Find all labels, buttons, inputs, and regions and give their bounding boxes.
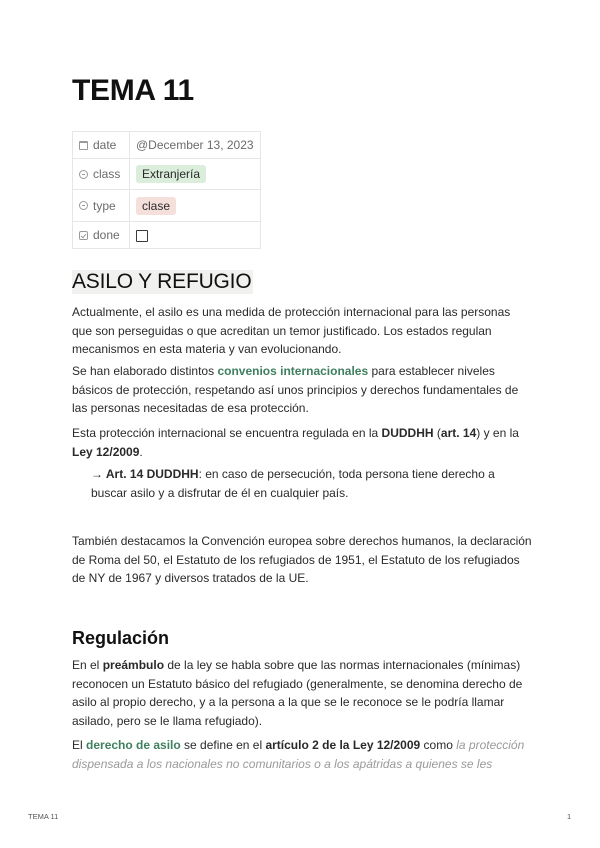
property-key: class — [93, 167, 121, 181]
highlight-text: convenios internacionales — [217, 364, 369, 378]
paragraph: Actualmente, el asilo es una medida de protección internacional para las personas que son perseguidas o que acreditan un temor justificado. Los estados regulan mecanismos en esta materia y van evolucionando. — [72, 305, 511, 356]
property-row-type — [73, 190, 261, 222]
highlight-text: derecho de asilo — [86, 738, 181, 752]
paragraph: También destacamos la Convención europea sobre derechos humanos, la declaración de Roma del 50, el Estatuto de los refugiados de 1951, el Estatuto de los refugiados de NY de 1967 y diversos tratados de la UE. — [72, 534, 532, 585]
page-number: 1 — [567, 812, 572, 821]
arrow-icon: → — [91, 467, 106, 481]
callout-paragraph: → Art. 14 DUDDHH: en caso de persecución, toda persona tiene derecho a buscar asilo y a disfrutar de él en cualquier país. — [91, 467, 495, 500]
done-checkbox[interactable] — [136, 230, 148, 242]
paragraph: Se han elaborado distintos convenios internacionales para establecer niveles básicos de protección, respetando así unos principios y derechos fundamentales de las personas necesitadas de esa protección. — [72, 364, 519, 415]
properties-table — [72, 131, 261, 249]
property-key: type — [93, 198, 116, 213]
paragraph: El derecho de asilo se define en el artículo 2 de la Ley 12/2009 como la protección dispensada a los nacionales no comunitarios o a los apátridas a quienes se les — [72, 738, 525, 771]
calendar-icon — [79, 141, 88, 150]
section-heading-regulacion: Regulación — [72, 628, 170, 648]
paragraph: Esta protección internacional se encuentra regulada en la DUDDHH (art. 14) y en la Ley 12/2009. — [72, 426, 519, 459]
type-tag[interactable]: clase — [136, 197, 176, 215]
property-row-done — [73, 222, 261, 249]
property-key: date — [93, 138, 117, 152]
select-icon — [79, 201, 88, 210]
property-key: done — [93, 228, 120, 242]
property-row-class — [73, 159, 261, 190]
section-heading-asilo: ASILO Y REFUGIO — [72, 270, 252, 293]
select-icon — [79, 170, 88, 179]
footer-title: TEMA 11 — [28, 812, 59, 821]
class-tag[interactable]: Extranjería — [136, 165, 206, 183]
paragraph: En el preámbulo de la ley se habla sobre que las normas internacionales (mínimas) reconocen un Estatuto básico del refugiado (generalmente, se denomina derecho de asilo al propio derecho, y a la persona a la que se le reconoce se le podría llamar asilado, pero se le llama refugiado). — [72, 658, 523, 728]
property-row-date — [73, 132, 261, 159]
date-value[interactable]: @December 13, 2023 — [136, 138, 254, 152]
checkbox-icon — [79, 231, 88, 240]
page-title: TEMA 11 — [72, 74, 194, 107]
